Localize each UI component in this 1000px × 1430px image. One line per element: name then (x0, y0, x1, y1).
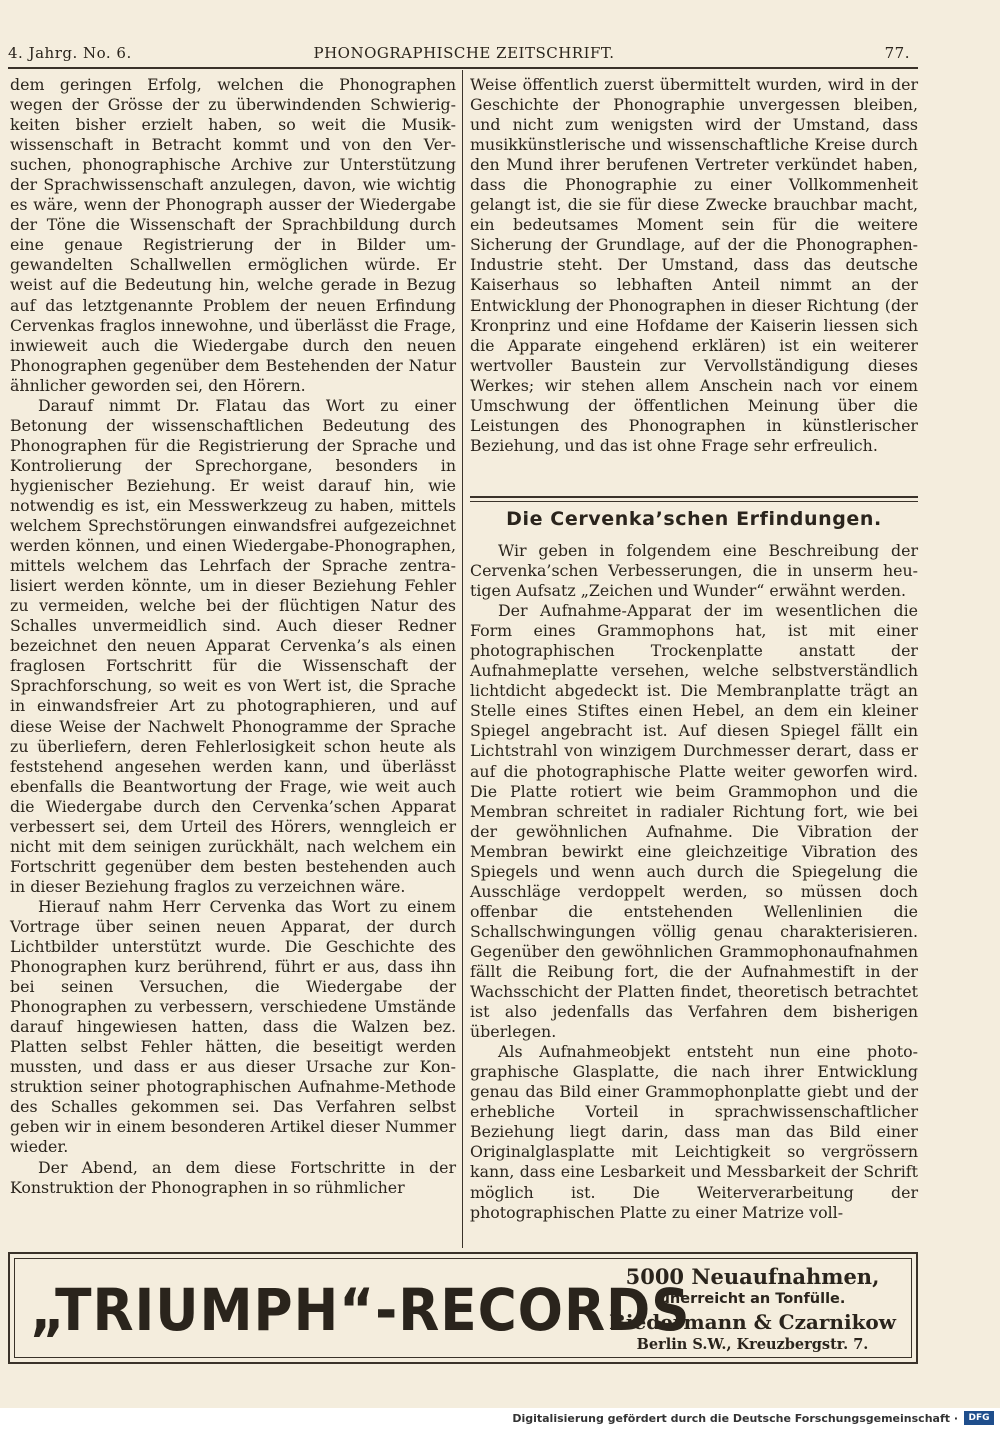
page-header (8, 44, 920, 66)
paragraph: Als Aufnahmeobjekt entsteht nun eine photographische Glasplatte, die nach ihrer Entwicklung genau das Bild einer Grammophonplatte giebt und der erhebliche Vorteil in sprachwissenschaftlicher Beziehung liegt darin, dass man das Bild einer Originalglasplatte mit Leichtigkeit so vergrössern kann, dass eine Lesbarkeit und Messbarkeit der Schrift möglich ist. Die Weiterverarbeitung der photographischen Platte zu einer Matrize voll- (470, 1042, 918, 1222)
ad-line-address: Berlin S.W., Kreuzbergstr. 7. (636, 1336, 869, 1353)
paragraph: Der Aufnahme-Apparat der im wesentlichen die Form eines Grammophons hat, ist mit einer photographischen Trockenplatte anstatt der Aufnahmeplatte versehen, welche selbstverständlich lichtdicht abgedeckt ist. Die Membranplatte trägt an Stelle eines Stiftes einen Hebel, an dem ein kleiner Spiegel angebracht ist. Auf diesen Spiegel fällt ein Lichtstrahl von winzigem Durchmesser derart, dass er auf die photographische Platte weiter geworfen wird. Die Platte rotiert wie beim Grammophon und die Membran schreitet in radialer Richtung fort, wie bei der gewöhnlichen Aufnahme. Die Vibration der Membran bewirkt eine gleichzeitige Vibration des Spiegels und wenn auch durch die Spiegelung die Ausschläge verdoppelt werden, so müssen doch offenbar die entstehenden Wellenlinien die Schallschwingungen völlig genau charakterisieren. Gegenüber den gewöhnlichen Grammophonaufnahmen fällt die Reibung fort, die der Aufnahmestift in der Wachsschicht der Platten findet, theoretisch betrachtet ist also jedenfalls das Verfahren dem bisherigen überlegen. (470, 601, 918, 1042)
right-column-top (470, 75, 918, 456)
issue-label: 4. Jahrg. No. 6. (8, 44, 132, 62)
ad-line-slogan: unerreicht an Tonfülle. (659, 1291, 846, 1307)
paragraph: Hierauf nahm Herr Cervenka das Wort zu einem Vortrage über seinen neuen Apparat, der durch Lichtbilder unterstützt wurde. Die Geschichte des Phonographen kurz berührend, führt er aus, dass ihn bei seinen Versuchen, die Wiedergabe der Phonographen zu verbessern, verschiedene Umstände darauf hingewiesen hatten, dass die Walzen bez. Platten selbst Fehler hätten, die beseitigt werden mussten, und dass er aus dieser Ursache zur Konstruktion seiner photographischen Aufnahme-Methode des Schalles gekommen sei. Das Verfahren selbst geben wir in einem besonderen Artikel dieser Nummer wieder. (10, 896, 456, 1157)
article-title: Die Cervenka’schen Erfindungen. (506, 508, 882, 530)
paragraph: Wir geben in folgendem eine Beschreibung der Cervenka’schen Verbesserungen, die in unserm heutigen Aufsatz „Zeichen und Wunder“ erwähnt werden. (470, 541, 918, 601)
advertisement-box (8, 1252, 918, 1364)
advertisement-info (600, 1264, 905, 1355)
paragraph: dem geringen Erfolg, welchen die Phonographen wegen der Grösse der zu überwindenden Schwierigkeiten bisher erzielt haben, so weit die Musikwissenschaft in Betracht kommt und von den Versuchen, phonographische Archive zur Unterstützung der Sprachwissenschaft anzulegen, davon, wie wichtig es wäre, wenn der Phonograph ausser der Wiedergabe der Töne die Wissenschaft der Sprachbildung durch eine genaue Registrierung der in Bilder umgewandelten Schallwellen ermöglichen würde. Er weist auf die Bedeutung hin, welche gerade in Bezug auf das letztgenannte Problem der neuen Erfindung Cervenkas fraglos innewohne, und überlässt die Frage, inwieweit auch die Wiedergabe durch den neuen Phonographen gegenüber dem Bestehenden der Natur ähnlicher geworden sei, den Hörern. (10, 75, 456, 395)
page-number: 77. (884, 44, 910, 62)
paragraph: Der Abend, an dem diese Fortschritte in der Konstruktion der Phonographen in so rühmlicher (10, 1157, 456, 1197)
column-divider (462, 70, 463, 1248)
article-body (470, 541, 918, 1223)
journal-title: PHONOGRAPHISCHE ZEITSCHRIFT. (313, 44, 615, 62)
paragraph: Darauf nimmt Dr. Flatau das Wort zu einer Betonung der wissenschaftlichen Bedeutung des Phonographen für die Registrierung der Sprache und Kontrolierung der Sprechorgane, besonders in hygienischer Beziehung. Er weist darauf hin, wie notwendig es ist, ein Messwerkzeug zu haben, mittels welchem Sprechstörungen einwandsfrei aufgezeichnet werden können, und einen Wiedergabe-Phonographen, mittels welchem das Lehrfach der Sprache zentralisiert werden könnte, um in dieser Beziehung Fehler zu vermeiden, welche bei der flüchtigen Natur des Schalles unvermeidlich sind. Auch dieser Redner bezeichnet den neuen Apparat Cervenka’s als einen fraglosen Fortschritt für die Wissenschaft der Sprachforschung, so weit es von Wert ist, die Sprache in einwandsfreier Art zu photographieren, und auf diese Weise der Nachwelt Phonogramme der Sprache zu überliefern, deren Fehlerlosigkeit schon heute als feststehend angesehen werden kann, und überlässt ebenfalls die Beantwortung der Frage, wie weit auch die Wiedergabe durch den Cervenka’schen Apparat verbessert sei, dem Urteil des Hörers, wenngleich er nicht mit dem seinigen zurückhält, nach welchem ein Fortschritt gegenüber dem besten bestehenden auch in dieser Beziehung fraglos zu verzeichnen wäre. (10, 395, 456, 896)
left-column (10, 75, 456, 1198)
footer-text: Digitalisierung gefördert durch die Deutsche Forschungsgemeinschaft · (512, 1412, 958, 1425)
advertisement-brand: „TRIUMPH“-RECORDS (30, 1276, 691, 1344)
article-separator (470, 496, 918, 502)
ad-line-recordings: 5000 Neuaufnahmen, (625, 1264, 880, 1289)
digitization-footer (0, 1408, 1000, 1430)
header-rule (8, 67, 918, 69)
ad-line-company: Biedermann & Czarnikow (609, 1310, 896, 1334)
paragraph: Weise öffentlich zuerst übermittelt wurden, wird in der Geschichte der Phonographie unvergessen bleiben, und nicht zum wenigsten wird der Umstand, dass musikkünstlerische und wissenschaftliche Kreise durch den Mund ihrer berufenen Vertreter verkündet haben, dass die Phonographie zu einer Vollkommenheit gelangt ist, die sie für diese Zwecke brauchbar macht, ein bedeutsames Moment sein für die weitere Sicherung der Grundlage, auf der die Phonographen-Industrie steht. Der Umstand, dass das deutsche Kaiserhaus so lebhaften Anteil nimmt an der Entwicklung der Phonographen in dieser Richtung (der Kronprinz und eine Hofdame der Kaiserin liessen sich die Apparate eingehend erklären) ist ein weiterer wertvoller Baustein zur Vervollständigung dieses Werkes; wir stehen allem Anschein nach vor einem Umschwung der öffentlichen Meinung über die Leistungen des Phonographen in künstlerischer Beziehung, und das ist ohne Frage sehr erfreulich. (470, 75, 918, 455)
dfg-logo[interactable]: DFG (964, 1411, 994, 1425)
